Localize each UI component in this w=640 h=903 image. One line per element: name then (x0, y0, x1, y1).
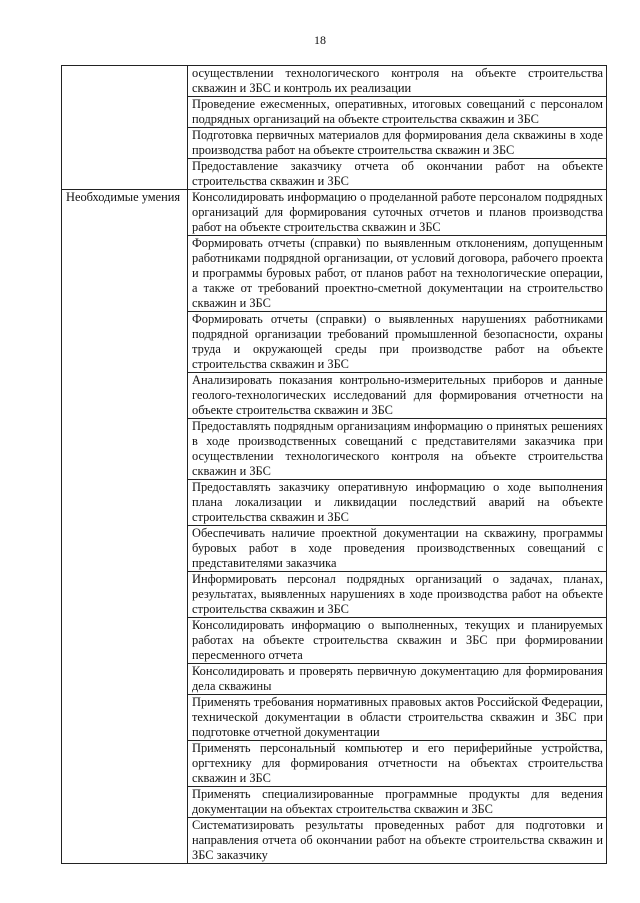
row-label-cell (62, 190, 188, 864)
list-item: Предоставлять подрядным организациям информацию о принятых решениях в ходе производственных совещаний с представителями заказчика при осуществлении технологического контроля на объекте строительства скважин и ЗБС (188, 419, 607, 480)
table-row (62, 66, 607, 97)
list-item: Проведение ежесменных, оперативных, итоговых совещаний с персоналом подрядных организаций на объекте строительства скважин и ЗБС (188, 97, 607, 128)
list-item: Предоставлять заказчику оперативную информацию о ходе выполнения плана локализации и ликвидации последствий аварий на объекте строительства скважин и ЗБС (188, 480, 607, 526)
list-item: Применять требования нормативных правовых актов Российской Федерации, технической документации в области строительства скважин и ЗБС при подготовке отчетной документации (188, 695, 607, 741)
table-row (62, 190, 607, 236)
row-label-cell (62, 66, 188, 190)
list-item: Формировать отчеты (справки) о выявленных нарушениях работниками подрядной организации требований промышленной безопасности, охраны труда и окружающей среды при производстве работ на объекте строительства скважин и ЗБС (188, 312, 607, 373)
list-item: Применять специализированные программные продукты для ведения документации на объектах строительства скважин и ЗБС (188, 787, 607, 818)
list-item: Подготовка первичных материалов для формирования дела скважины в ходе производства работ на объекте строительства скважин и ЗБС (188, 128, 607, 159)
list-item: Консолидировать информацию о проделанной работе персоналом подрядных организаций для формирования суточных отчетов и планов производства работ на объекте строительства скважин и ЗБС (188, 190, 607, 236)
list-item: Консолидировать и проверять первичную документацию для формирования дела скважины (188, 664, 607, 695)
page-number: 18 (314, 33, 326, 47)
list-item: Консолидировать информацию о выполненных, текущих и планируемых работах на объекте строительства скважин и ЗБС при формировании пересменного отчета (188, 618, 607, 664)
list-item: Формировать отчеты (справки) по выявленным отклонениям, допущенным работниками подрядной организации, от условий договора, рабочего проекта и программы буровых работ, от планов работ на технологические операции, а также от требований проектно-сметной документации на строительство скважин и ЗБС (188, 236, 607, 312)
list-item: Систематизировать результаты проведенных работ для подготовки и направления отчета об окончании работ на объекте строительства скважин и ЗБС заказчику (188, 818, 607, 864)
row-label-skills: Необходимые умения (66, 190, 181, 204)
list-item: Информировать персонал подрядных организаций о задачах, планах, результатах, выявленных нарушениях в ходе производства работ на объекте строительства скважин и ЗБС (188, 572, 607, 618)
list-item: Анализировать показания контрольно-измерительных приборов и данные геолого-технологических исследований для формирования отчетности на объекте строительства скважин и ЗБС (188, 373, 607, 419)
list-item: Применять персональный компьютер и его периферийные устройства, оргтехнику для формирования отчетности на объектах строительства скважин и ЗБС (188, 741, 607, 787)
list-item: Обеспечивать наличие проектной документации на скважину, программы буровых работ в ходе проведения производственных совещаний с представителями заказчика (188, 526, 607, 572)
list-item: Предоставление заказчику отчета об окончании работ на объекте строительства скважин и ЗБС (188, 159, 607, 190)
competency-table (61, 65, 607, 864)
list-item: осуществлении технологического контроля на объекте строительства скважин и ЗБС и контроль их реализации (188, 66, 607, 97)
